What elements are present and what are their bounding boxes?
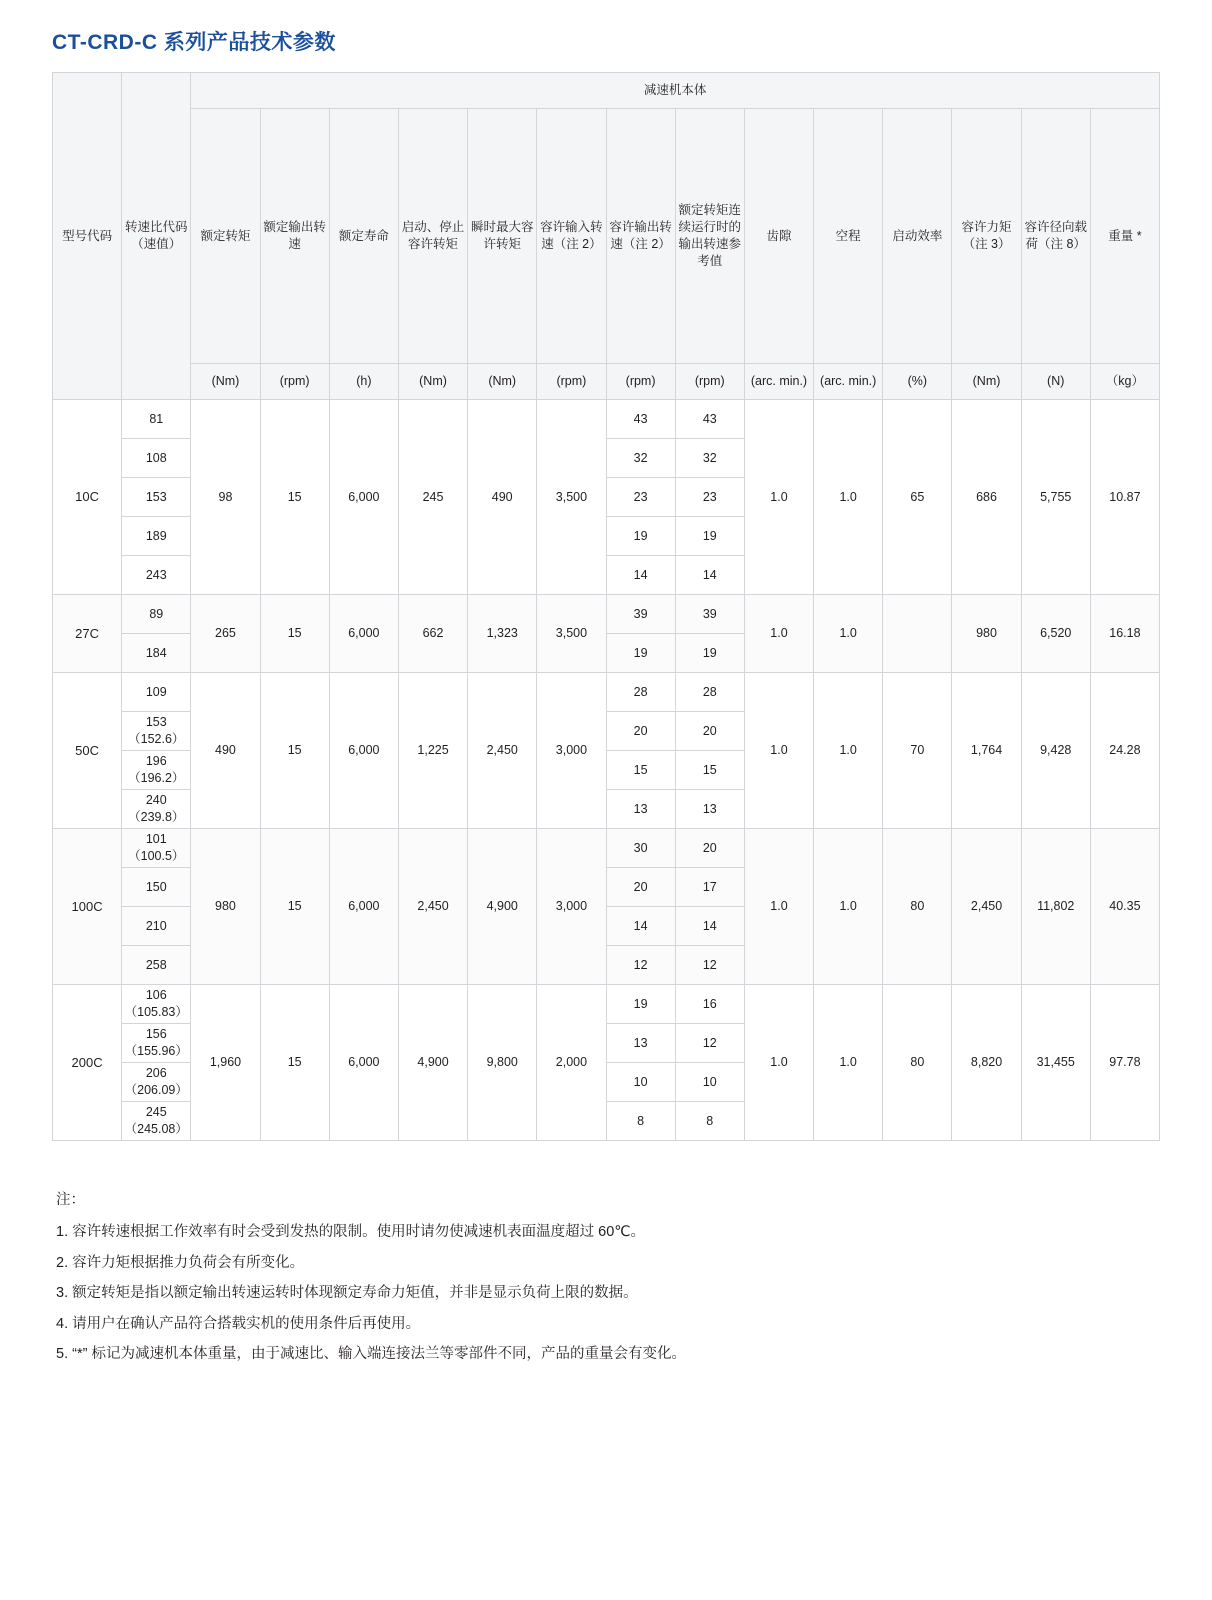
col-header-rated-life-label: 额定寿命	[338, 228, 389, 243]
col-unit-allow-input-speed: (rpm)	[537, 364, 606, 400]
page-header	[0, 0, 1212, 72]
cell-allow-output-speed: 39	[606, 595, 675, 634]
table-row	[53, 400, 1160, 439]
cell-allow-output-speed: 19	[606, 985, 675, 1024]
cell-allow-output-speed: 28	[606, 673, 675, 712]
col-header-start-stop-torque	[398, 109, 467, 364]
cell-allow-output-speed: 8	[606, 1102, 675, 1141]
col-unit-allow-radial-load: (N)	[1021, 364, 1090, 400]
col-header-rated-life	[329, 109, 398, 364]
table-head-row-main	[53, 109, 1160, 364]
cell-allow-moment: 686	[952, 400, 1021, 595]
cell-allow-radial-load: 6,520	[1021, 595, 1090, 673]
col-header-allow-output-speed-label: 容许输出转速（注 2）	[609, 220, 672, 251]
cell-allow-output-speed: 10	[606, 1063, 675, 1102]
cell-lost-motion: 1.0	[814, 400, 883, 595]
col-header-ratio-label: 转速比代码（速值）	[125, 220, 188, 251]
notes-section	[0, 1185, 1212, 1410]
cell-ref-output-speed: 12	[675, 946, 744, 985]
col-unit-start-stop-torque: (Nm)	[398, 364, 467, 400]
cell-allow-moment: 980	[952, 595, 1021, 673]
col-header-allow-moment	[952, 109, 1021, 364]
col-header-allow-radial-load	[1021, 109, 1090, 364]
cell-allow-output-speed: 14	[606, 907, 675, 946]
cell-allow-input-speed: 3,000	[537, 673, 606, 829]
col-header-allow-output-speed	[606, 109, 675, 364]
cell-ref-output-speed: 14	[675, 907, 744, 946]
table-row	[53, 985, 1160, 1024]
cell-rated-torque: 980	[191, 829, 260, 985]
cell-ratio: 184	[122, 634, 191, 673]
col-header-model-label: 型号代码	[62, 228, 113, 243]
cell-allow-radial-load: 11,802	[1021, 829, 1090, 985]
cell-ratio: 245 （245.08）	[122, 1102, 191, 1141]
cell-ratio: 101 （100.5）	[122, 829, 191, 868]
col-header-weight	[1090, 109, 1159, 364]
cell-allow-radial-load: 31,455	[1021, 985, 1090, 1141]
cell-max-momentary-torque: 9,800	[468, 985, 537, 1141]
cell-ref-output-speed: 20	[675, 829, 744, 868]
col-header-allow-input-speed	[537, 109, 606, 364]
cell-backlash: 1.0	[744, 400, 813, 595]
cell-start-stop-torque: 4,900	[398, 985, 467, 1141]
col-header-allow-input-speed-label: 容许输入转速（注 2）	[540, 220, 603, 251]
cell-ref-output-speed: 13	[675, 790, 744, 829]
cell-backlash: 1.0	[744, 829, 813, 985]
spec-table	[52, 72, 1160, 1141]
cell-allow-output-speed: 13	[606, 790, 675, 829]
note-item: 4. 请用户在确认产品符合搭载实机的使用条件后再使用。	[56, 1315, 421, 1332]
cell-rated-life: 6,000	[329, 595, 398, 673]
col-header-weight-label: 重量 *	[1108, 228, 1142, 243]
cell-allow-input-speed: 3,000	[537, 829, 606, 985]
cell-allow-output-speed: 43	[606, 400, 675, 439]
col-header-lost-motion	[814, 109, 883, 364]
cell-lost-motion: 1.0	[814, 985, 883, 1141]
cell-start-efficiency: 80	[883, 829, 952, 985]
cell-ref-output-speed: 23	[675, 478, 744, 517]
table-head-row-group	[53, 73, 1160, 109]
col-unit-ref-output-speed: (rpm)	[675, 364, 744, 400]
col-header-ref-output-speed	[675, 109, 744, 364]
cell-model: 200C	[53, 985, 122, 1141]
col-header-start-efficiency-label: 启动效率	[892, 228, 943, 243]
page-title: CT-CRD-C 系列产品技术参数	[52, 31, 336, 54]
col-unit-allow-output-speed: (rpm)	[606, 364, 675, 400]
cell-ref-output-speed: 17	[675, 868, 744, 907]
cell-allow-moment: 2,450	[952, 829, 1021, 985]
cell-ref-output-speed: 8	[675, 1102, 744, 1141]
cell-start-efficiency: 80	[883, 985, 952, 1141]
cell-start-efficiency	[883, 595, 952, 673]
cell-rated-torque: 98	[191, 400, 260, 595]
cell-allow-output-speed: 12	[606, 946, 675, 985]
cell-max-momentary-torque: 4,900	[468, 829, 537, 985]
col-unit-rated-output-speed: (rpm)	[260, 364, 329, 400]
cell-ratio: 189	[122, 517, 191, 556]
note-item: 5. “*” 标记为减速机本体重量，由于减速比、输入端连接法兰等零部件不同，产品的重量会有变化。	[56, 1346, 686, 1363]
cell-ref-output-speed: 28	[675, 673, 744, 712]
cell-allow-output-speed: 19	[606, 634, 675, 673]
col-header-allow-moment-label: 容许力矩（注 3）	[961, 220, 1012, 251]
cell-model: 100C	[53, 829, 122, 985]
col-header-rated-torque-label: 额定转矩	[200, 228, 251, 243]
cell-ratio: 153 （152.6）	[122, 712, 191, 751]
cell-ref-output-speed: 14	[675, 556, 744, 595]
cell-rated-output-speed: 15	[260, 673, 329, 829]
cell-start-efficiency: 70	[883, 673, 952, 829]
cell-lost-motion: 1.0	[814, 595, 883, 673]
cell-allow-radial-load: 5,755	[1021, 400, 1090, 595]
cell-ratio: 196 （196.2）	[122, 751, 191, 790]
col-header-group-body: 减速机本体	[191, 73, 1160, 109]
cell-model: 50C	[53, 673, 122, 829]
col-unit-weight: （kg）	[1090, 364, 1159, 400]
table-body	[53, 400, 1160, 1141]
cell-backlash: 1.0	[744, 673, 813, 829]
col-header-max-momentary-torque-label: 瞬时最大容许转矩	[470, 220, 534, 251]
cell-allow-output-speed: 15	[606, 751, 675, 790]
col-header-backlash	[744, 109, 813, 364]
cell-allow-input-speed: 2,000	[537, 985, 606, 1141]
cell-ref-output-speed: 20	[675, 712, 744, 751]
cell-backlash: 1.0	[744, 985, 813, 1141]
cell-model: 10C	[53, 400, 122, 595]
cell-rated-life: 6,000	[329, 673, 398, 829]
cell-ratio: 156 （155.96）	[122, 1024, 191, 1063]
cell-weight: 24.28	[1090, 673, 1159, 829]
cell-rated-life: 6,000	[329, 400, 398, 595]
table-head	[53, 73, 1160, 400]
cell-weight: 97.78	[1090, 985, 1159, 1141]
table-row	[53, 595, 1160, 634]
cell-allow-output-speed: 20	[606, 712, 675, 751]
cell-rated-life: 6,000	[329, 829, 398, 985]
table-head-row-units	[53, 364, 1160, 400]
cell-ratio: 153	[122, 478, 191, 517]
cell-ratio: 106 （105.83）	[122, 985, 191, 1024]
cell-allow-output-speed: 14	[606, 556, 675, 595]
col-header-model	[53, 73, 122, 400]
cell-allow-input-speed: 3,500	[537, 400, 606, 595]
col-header-rated-output-speed	[260, 109, 329, 364]
col-unit-allow-moment: (Nm)	[952, 364, 1021, 400]
table-row	[53, 829, 1160, 868]
cell-rated-output-speed: 15	[260, 985, 329, 1141]
cell-rated-output-speed: 15	[260, 829, 329, 985]
cell-lost-motion: 1.0	[814, 829, 883, 985]
cell-start-stop-torque: 2,450	[398, 829, 467, 985]
cell-start-stop-torque: 1,225	[398, 673, 467, 829]
cell-max-momentary-torque: 1,323	[468, 595, 537, 673]
notes-list	[56, 1217, 1212, 1369]
cell-rated-life: 6,000	[329, 985, 398, 1141]
col-unit-start-efficiency: (%)	[883, 364, 952, 400]
cell-ratio: 150	[122, 868, 191, 907]
cell-allow-output-speed: 32	[606, 439, 675, 478]
col-header-max-momentary-torque	[468, 109, 537, 364]
cell-ratio: 243	[122, 556, 191, 595]
cell-rated-torque: 1,960	[191, 985, 260, 1141]
note-item: 2. 容许力矩根据推力负荷会有所变化。	[56, 1254, 305, 1271]
cell-weight: 40.35	[1090, 829, 1159, 985]
cell-ref-output-speed: 39	[675, 595, 744, 634]
cell-ref-output-speed: 16	[675, 985, 744, 1024]
cell-ratio: 81	[122, 400, 191, 439]
cell-ratio: 89	[122, 595, 191, 634]
cell-start-efficiency: 65	[883, 400, 952, 595]
cell-ref-output-speed: 19	[675, 634, 744, 673]
cell-allow-output-speed: 20	[606, 868, 675, 907]
cell-rated-torque: 265	[191, 595, 260, 673]
cell-lost-motion: 1.0	[814, 673, 883, 829]
cell-ratio: 109	[122, 673, 191, 712]
col-unit-max-momentary-torque: (Nm)	[468, 364, 537, 400]
col-header-backlash-label: 齿隙	[766, 228, 792, 243]
cell-max-momentary-torque: 2,450	[468, 673, 537, 829]
cell-ref-output-speed: 12	[675, 1024, 744, 1063]
cell-ref-output-speed: 15	[675, 751, 744, 790]
cell-backlash: 1.0	[744, 595, 813, 673]
note-item: 3. 额定转矩是指以额定输出转速运转时体现额定寿命力矩值，并非是显示负荷上限的数据。	[56, 1285, 638, 1302]
cell-ref-output-speed: 43	[675, 400, 744, 439]
col-header-allow-radial-load-label: 容许径向载荷（注 8）	[1024, 220, 1087, 251]
cell-ratio: 258	[122, 946, 191, 985]
col-unit-rated-torque: (Nm)	[191, 364, 260, 400]
cell-ref-output-speed: 19	[675, 517, 744, 556]
cell-ref-output-speed: 32	[675, 439, 744, 478]
col-unit-rated-life: (h)	[329, 364, 398, 400]
cell-max-momentary-torque: 490	[468, 400, 537, 595]
cell-ratio: 240 （239.8）	[122, 790, 191, 829]
cell-rated-torque: 490	[191, 673, 260, 829]
cell-weight: 10.87	[1090, 400, 1159, 595]
cell-ref-output-speed: 10	[675, 1063, 744, 1102]
cell-weight: 16.18	[1090, 595, 1159, 673]
col-unit-backlash: (arc. min.)	[744, 364, 813, 400]
cell-rated-output-speed: 15	[260, 400, 329, 595]
cell-allow-output-speed: 13	[606, 1024, 675, 1063]
cell-allow-radial-load: 9,428	[1021, 673, 1090, 829]
cell-allow-output-speed: 30	[606, 829, 675, 868]
note-item: 1. 容许转速根据工作效率有时会受到发热的限制。使用时请勿使减速机表面温度超过 60℃。	[56, 1224, 646, 1241]
table-row	[53, 673, 1160, 712]
col-header-start-efficiency	[883, 109, 952, 364]
cell-rated-output-speed: 15	[260, 595, 329, 673]
col-unit-lost-motion: (arc. min.)	[814, 364, 883, 400]
cell-allow-input-speed: 3,500	[537, 595, 606, 673]
notes-heading: 注：	[56, 1192, 85, 1208]
cell-model: 27C	[53, 595, 122, 673]
col-header-ref-output-speed-label: 额定转矩连续运行时的输出转速参考值	[678, 203, 742, 268]
col-header-rated-torque	[191, 109, 260, 364]
cell-allow-output-speed: 23	[606, 478, 675, 517]
cell-start-stop-torque: 245	[398, 400, 467, 595]
col-header-lost-motion-label: 空程	[835, 228, 861, 243]
cell-ratio: 210	[122, 907, 191, 946]
col-header-start-stop-torque-label: 启动、停止容许转矩	[401, 220, 465, 251]
cell-allow-moment: 1,764	[952, 673, 1021, 829]
cell-start-stop-torque: 662	[398, 595, 467, 673]
cell-allow-output-speed: 19	[606, 517, 675, 556]
cell-allow-moment: 8,820	[952, 985, 1021, 1141]
cell-ratio: 108	[122, 439, 191, 478]
col-header-rated-output-speed-label: 额定输出转速	[263, 220, 326, 251]
cell-ratio: 206 （206.09）	[122, 1063, 191, 1102]
col-header-ratio	[122, 73, 191, 400]
